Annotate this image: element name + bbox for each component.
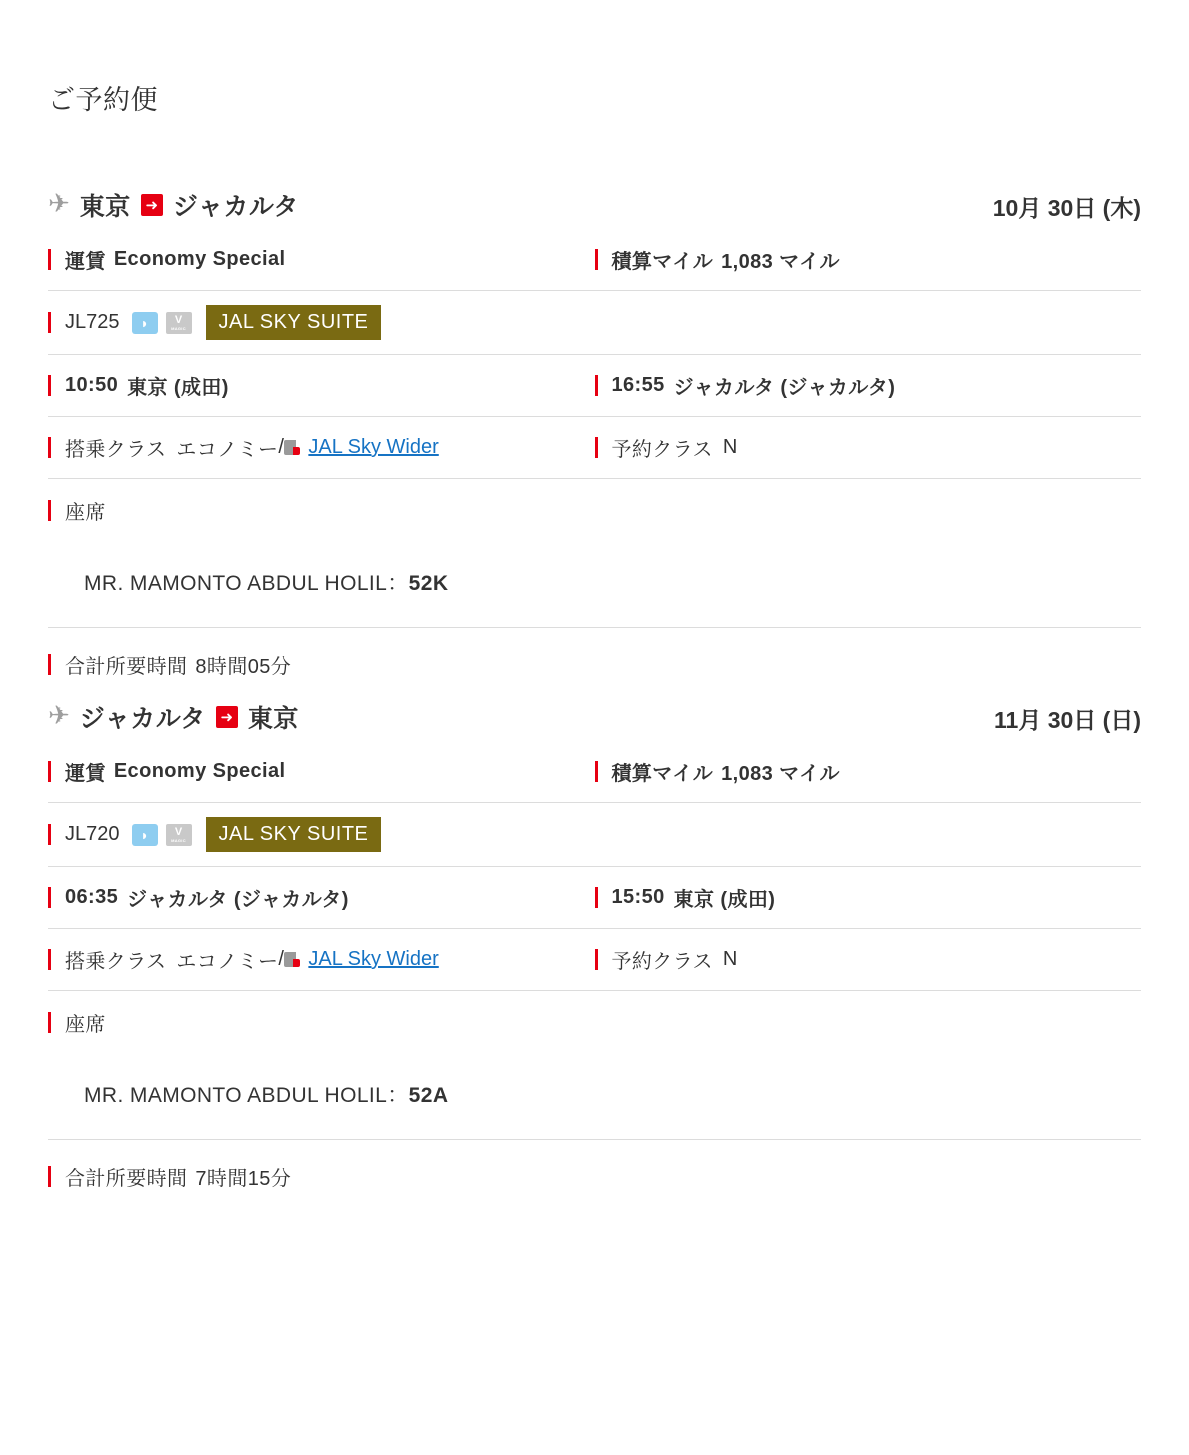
route-cities bbox=[48, 187, 299, 223]
departure-cell bbox=[48, 869, 595, 926]
vod-icon-sub: MAGIC bbox=[171, 325, 186, 331]
route-date: 11月 30日 (日) bbox=[994, 707, 1141, 733]
red-bar-marker bbox=[595, 949, 598, 970]
fare-label: 運賃 bbox=[65, 251, 106, 273]
seat-number: 52K bbox=[408, 572, 449, 595]
seat-header-row bbox=[48, 991, 1141, 1053]
booking-page bbox=[0, 78, 1189, 1211]
arrival-cell bbox=[595, 357, 1142, 414]
wifi-icon: ◗ bbox=[132, 824, 158, 846]
schedule-row bbox=[48, 867, 1141, 929]
page-title: ご予約便 bbox=[48, 85, 158, 115]
seat-icon bbox=[284, 440, 301, 455]
video-on-demand-icon bbox=[166, 312, 192, 334]
red-bar-marker bbox=[595, 437, 598, 458]
red-bar-marker bbox=[48, 887, 51, 908]
red-bar-marker bbox=[48, 312, 51, 333]
seat-label-cell bbox=[48, 994, 1141, 1051]
arrival-time: 15:50 bbox=[611, 886, 665, 908]
red-bar-marker bbox=[595, 249, 598, 270]
flight-segment bbox=[48, 187, 1141, 699]
red-bar-marker bbox=[48, 824, 51, 845]
booking-class-cell bbox=[595, 419, 1142, 476]
cabin-class-value: エコノミー bbox=[176, 439, 279, 461]
cabin-class-value: エコノミー bbox=[176, 951, 279, 973]
schedule-row bbox=[48, 355, 1141, 417]
passenger-separator: ： bbox=[387, 1084, 409, 1107]
arrow-right-icon: ➜ bbox=[216, 706, 238, 728]
seat-label: 座席 bbox=[65, 1013, 106, 1036]
seat-label-cell bbox=[48, 482, 1141, 539]
route-destination: ジャカルタ bbox=[172, 193, 299, 221]
red-bar-marker bbox=[48, 761, 51, 782]
fare-value: Economy Special bbox=[113, 760, 286, 782]
red-bar-marker bbox=[595, 375, 598, 396]
vod-icon-letter: V bbox=[174, 825, 183, 838]
fare-miles-row bbox=[48, 229, 1141, 291]
route-origin: ジャカルタ bbox=[79, 705, 206, 733]
miles-value: 1,083 マイル bbox=[721, 763, 840, 785]
flight-number: JL725 bbox=[65, 311, 120, 333]
seat-icon bbox=[284, 952, 301, 967]
flight-number-row bbox=[48, 291, 1141, 355]
total-duration-row bbox=[48, 628, 1141, 699]
flight-number: JL720 bbox=[65, 823, 120, 845]
red-bar-marker bbox=[48, 1166, 51, 1187]
cabin-product-tag: JAL SKY SUITE bbox=[206, 817, 382, 852]
total-duration-row bbox=[48, 1140, 1141, 1211]
red-bar-marker bbox=[48, 375, 51, 396]
seat-assignment-block bbox=[48, 1053, 1141, 1140]
arrow-right-icon: ➜ bbox=[141, 194, 163, 216]
route-date: 10月 30日 (木) bbox=[992, 195, 1141, 221]
flight-segment bbox=[48, 699, 1141, 1211]
route-origin: 東京 bbox=[79, 193, 131, 221]
booking-class-value: N bbox=[722, 436, 738, 458]
booking-class-label: 予約クラス bbox=[611, 439, 713, 461]
cabin-class-cell bbox=[48, 931, 595, 988]
red-bar-marker bbox=[48, 1012, 51, 1033]
arrival-time: 16:55 bbox=[611, 374, 665, 396]
departure-time: 10:50 bbox=[65, 374, 119, 396]
passenger-name: MR. MAMONTO ABDUL HOLIL bbox=[84, 572, 388, 595]
fare-cell bbox=[48, 231, 595, 288]
flight-number-row bbox=[48, 803, 1141, 867]
airplane-icon: ✈ bbox=[48, 188, 70, 218]
vod-icon-letter: V bbox=[174, 313, 183, 326]
vod-icon-sub: MAGIC bbox=[171, 837, 186, 843]
miles-cell bbox=[595, 743, 1142, 800]
miles-label: 積算マイル bbox=[611, 763, 714, 785]
route-cities bbox=[48, 699, 299, 735]
arrival-cell bbox=[595, 869, 1142, 926]
total-duration-label: 合計所要時間 bbox=[65, 1168, 188, 1190]
video-on-demand-icon bbox=[166, 824, 192, 846]
arrival-airport: ジャカルタ (ジャカルタ) bbox=[673, 377, 896, 399]
red-bar-marker bbox=[595, 887, 598, 908]
total-duration-value: 7時間15分 bbox=[195, 1168, 292, 1190]
fare-cell bbox=[48, 743, 595, 800]
separator: / bbox=[278, 436, 285, 458]
total-duration-label: 合計所要時間 bbox=[65, 656, 188, 678]
departure-time: 06:35 bbox=[65, 886, 119, 908]
cabin-class-label: 搭乗クラス bbox=[65, 951, 167, 973]
passenger-name: MR. MAMONTO ABDUL HOLIL bbox=[84, 1084, 388, 1107]
airplane-icon: ✈ bbox=[48, 700, 70, 730]
red-bar-marker bbox=[48, 437, 51, 458]
jal-sky-wider-link[interactable]: JAL Sky Wider bbox=[308, 436, 439, 458]
red-bar-marker bbox=[48, 500, 51, 521]
red-bar-marker bbox=[48, 654, 51, 675]
fare-value: Economy Special bbox=[113, 248, 286, 270]
booking-class-cell bbox=[595, 931, 1142, 988]
total-duration-value: 8時間05分 bbox=[195, 656, 292, 678]
departure-airport: 東京 (成田) bbox=[127, 377, 229, 399]
cabin-class-cell bbox=[48, 419, 595, 476]
miles-value: 1,083 マイル bbox=[721, 251, 840, 273]
red-bar-marker bbox=[48, 949, 51, 970]
miles-label: 積算マイル bbox=[611, 251, 714, 273]
fare-label: 運賃 bbox=[65, 763, 106, 785]
route-destination: 東京 bbox=[247, 705, 299, 733]
cabin-product-tag: JAL SKY SUITE bbox=[206, 305, 382, 340]
route-header bbox=[48, 699, 1141, 741]
cabin-class-label: 搭乗クラス bbox=[65, 439, 167, 461]
miles-cell bbox=[595, 231, 1142, 288]
departure-cell bbox=[48, 357, 595, 414]
passenger-seat-line bbox=[84, 567, 1141, 597]
class-row bbox=[48, 929, 1141, 991]
fare-miles-row bbox=[48, 741, 1141, 803]
booking-class-label: 予約クラス bbox=[611, 951, 713, 973]
red-bar-marker bbox=[48, 249, 51, 270]
seat-assignment-block bbox=[48, 541, 1141, 628]
route-header bbox=[48, 187, 1141, 229]
booking-class-value: N bbox=[722, 948, 738, 970]
jal-sky-wider-link[interactable]: JAL Sky Wider bbox=[308, 948, 439, 970]
red-bar-marker bbox=[595, 761, 598, 782]
seat-number: 52A bbox=[408, 1084, 449, 1107]
seat-header-row bbox=[48, 479, 1141, 541]
wifi-icon: ◗ bbox=[132, 312, 158, 334]
passenger-separator: ： bbox=[387, 572, 409, 595]
class-row bbox=[48, 417, 1141, 479]
passenger-seat-line bbox=[84, 1079, 1141, 1109]
seat-label: 座席 bbox=[65, 501, 106, 524]
arrival-airport: 東京 (成田) bbox=[673, 889, 776, 911]
separator: / bbox=[278, 948, 285, 970]
departure-airport: ジャカルタ (ジャカルタ) bbox=[127, 889, 349, 911]
